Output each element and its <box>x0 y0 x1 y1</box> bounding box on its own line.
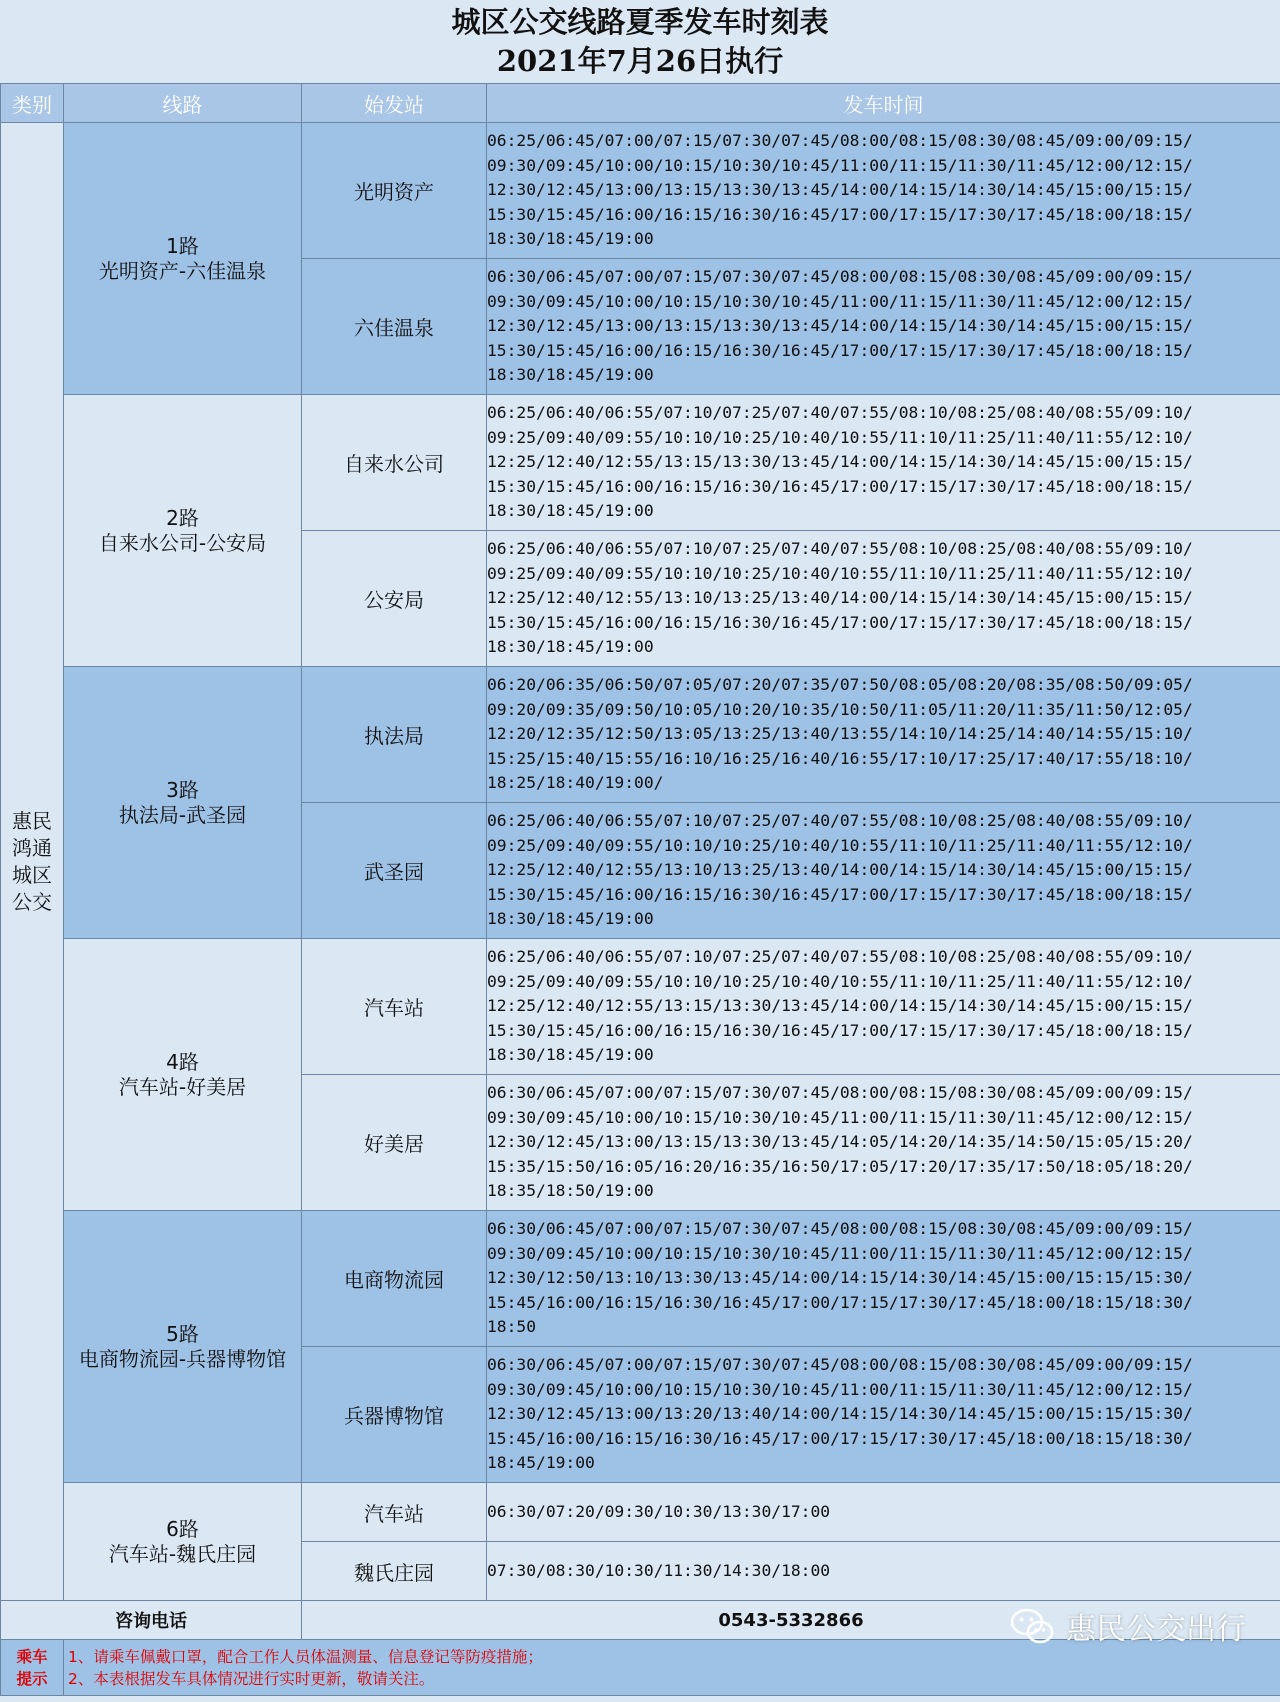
route-number: 1路 <box>166 233 199 258</box>
watermark <box>1010 1604 1246 1648</box>
category-text: 鸿通 <box>12 835 52 860</box>
notice-line: 2、本表根据发车具体情况进行实时更新，敬请关注。 <box>68 1669 435 1688</box>
route-cell-5 <box>64 1211 302 1483</box>
table-row <box>1 123 1280 259</box>
time-line: 09:30/09:45/10:00/10:15/10:30/10:45/11:00/11:15/11:30/11:45/12:00/12:15/ <box>487 155 1193 175</box>
time-line: 12:20/12:35/12:50/13:05/13:25/13:40/13:55/14:10/14:25/14:40/14:55/15:10/ <box>487 724 1193 744</box>
schedule-table <box>0 83 1280 1696</box>
time-line: 09:25/09:40/09:55/10:10/10:25/10:40/10:55/11:10/11:25/11:40/11:55/12:10/ <box>487 835 1193 855</box>
station-cell: 公安局 <box>302 531 487 667</box>
times-cell <box>487 1211 1280 1347</box>
times-cell <box>487 1483 1280 1542</box>
category-text: 城区 <box>12 862 52 887</box>
table-row <box>1 1211 1280 1347</box>
header-category: 类别 <box>1 84 64 123</box>
time-line: 09:20/09:35/09:50/10:05/10:20/10:35/10:50/11:05/11:20/11:35/11:50/12:05/ <box>487 699 1193 719</box>
time-line: 06:25/06:40/06:55/07:10/07:25/07:40/07:55/08:10/08:25/08:40/08:55/09:10/ <box>487 539 1193 559</box>
time-line: 06:25/06:40/06:55/07:10/07:25/07:40/07:55/08:10/08:25/08:40/08:55/09:10/ <box>487 403 1193 423</box>
route-name: 自来水公司-公安局 <box>98 530 267 555</box>
time-line: 06:25/06:40/06:55/07:10/07:25/07:40/07:55/08:10/08:25/08:40/08:55/09:10/ <box>487 947 1193 967</box>
route-number: 4路 <box>166 1049 199 1074</box>
route-number: 2路 <box>166 505 199 530</box>
time-line: 15:30/15:45/16:00/16:15/16:30/16:45/17:00/17:15/17:30/17:45/18:00/18:15/ <box>487 204 1193 224</box>
route-cell-2 <box>64 395 302 667</box>
table-row <box>1 1483 1280 1542</box>
header-depart-time: 发车时间 <box>487 84 1280 123</box>
time-line: 09:30/09:45/10:00/10:15/10:30/10:45/11:00/11:15/11:30/11:45/12:00/12:15/ <box>487 1243 1193 1263</box>
time-line: 09:25/09:40/09:55/10:10/10:25/10:40/10:55/11:10/11:25/11:40/11:55/12:10/ <box>487 427 1193 447</box>
category-cell <box>1 123 64 1601</box>
times-cell <box>487 259 1280 395</box>
category-text: 惠民 <box>12 808 52 833</box>
time-line: 18:30/18:45/19:00 <box>487 637 654 657</box>
header-start-station: 始发站 <box>302 84 487 123</box>
time-line: 06:30/06:45/07:00/07:15/07:30/07:45/08:00/08:15/08:30/08:45/09:00/09:15/ <box>487 1355 1193 1375</box>
station-cell: 执法局 <box>302 667 487 803</box>
times-cell <box>487 667 1280 803</box>
time-line: 06:30/06:45/07:00/07:15/07:30/07:45/08:00/08:15/08:30/08:45/09:00/09:15/ <box>487 1219 1193 1239</box>
route-cell-6 <box>64 1483 302 1601</box>
notice-label <box>1 1640 64 1696</box>
time-line: 18:30/18:45/19:00 <box>487 365 654 385</box>
effective-date: 2021年7月26日执行 <box>496 44 784 78</box>
times-cell <box>487 1075 1280 1211</box>
time-line: 12:30/12:45/13:00/13:15/13:30/13:45/14:05/14:20/14:35/14:50/15:05/15:20/ <box>487 1132 1193 1152</box>
station-cell: 光明资产 <box>302 123 487 259</box>
time-line: 15:30/15:45/16:00/16:15/16:30/16:45/17:00/17:15/17:30/17:45/18:00/18:15/ <box>487 612 1193 632</box>
notice-label-text: 乘车 <box>16 1647 48 1666</box>
time-line: 12:25/12:40/12:55/13:15/13:30/13:45/14:00/14:15/14:30/14:45/15:00/15:15/ <box>487 452 1193 472</box>
station-cell: 六佳温泉 <box>302 259 487 395</box>
times-cell <box>487 531 1280 667</box>
time-line: 07:30/08:30/10:30/11:30/14:30/18:00 <box>487 1560 831 1580</box>
time-line: 15:25/15:40/15:55/16:10/16:25/16:40/16:55/17:10/17:25/17:40/17:55/18:10/ <box>487 748 1193 768</box>
station-cell: 好美居 <box>302 1075 487 1211</box>
time-line: 15:45/16:00/16:15/16:30/16:45/17:00/17:15/17:30/17:45/18:00/18:15/18:30/ <box>487 1292 1193 1312</box>
route-name: 电商物流园-兵器博物馆 <box>78 1346 287 1371</box>
time-line: 18:30/18:45/19:00 <box>487 1045 654 1065</box>
times-cell <box>487 123 1280 259</box>
time-line: 12:30/12:45/13:00/13:15/13:30/13:45/14:00/14:15/14:30/14:45/15:00/15:15/ <box>487 316 1193 336</box>
route-name: 执法局-武圣园 <box>118 802 247 827</box>
station-cell: 魏氏庄园 <box>302 1542 487 1601</box>
notice-line: 1、请乘车佩戴口罩，配合工作人员体温测量、信息登记等防疫措施； <box>68 1647 543 1666</box>
time-line: 18:25/18:40/19:00/ <box>487 773 664 793</box>
table-header-row <box>1 84 1280 123</box>
wechat-icon <box>1010 1607 1054 1645</box>
time-line: 15:30/15:45/16:00/16:15/16:30/16:45/17:00/17:15/17:30/17:45/18:00/18:15/ <box>487 884 1193 904</box>
station-cell: 电商物流园 <box>302 1211 487 1347</box>
time-line: 09:25/09:40/09:55/10:10/10:25/10:40/10:55/11:10/11:25/11:40/11:55/12:10/ <box>487 563 1193 583</box>
route-cell-3 <box>64 667 302 939</box>
station-cell: 兵器博物馆 <box>302 1347 487 1483</box>
station-cell: 自来水公司 <box>302 395 487 531</box>
time-line: 09:30/09:45/10:00/10:15/10:30/10:45/11:00/11:15/11:30/11:45/12:00/12:15/ <box>487 291 1193 311</box>
route-number: 5路 <box>166 1321 199 1346</box>
route-number: 3路 <box>166 777 199 802</box>
time-line: 12:30/12:45/13:00/13:20/13:40/14:00/14:15/14:30/14:45/15:00/15:15/15:30/ <box>487 1404 1193 1424</box>
time-line: 12:30/12:45/13:00/13:15/13:30/13:45/14:00/14:15/14:30/14:45/15:00/15:15/ <box>487 180 1193 200</box>
time-line: 15:45/16:00/16:15/16:30/16:45/17:00/17:15/17:30/17:45/18:00/18:15/18:30/ <box>487 1428 1193 1448</box>
times-cell <box>487 1542 1280 1601</box>
time-line: 06:20/06:35/06:50/07:05/07:20/07:35/07:50/08:05/08:20/08:35/08:50/09:05/ <box>487 675 1193 695</box>
time-line: 06:30/06:45/07:00/07:15/07:30/07:45/08:00/08:15/08:30/08:45/09:00/09:15/ <box>487 1083 1193 1103</box>
route-name: 汽车站-好美居 <box>118 1074 247 1099</box>
table-row <box>1 667 1280 803</box>
time-line: 15:30/15:45/16:00/16:15/16:30/16:45/17:00/17:15/17:30/17:45/18:00/18:15/ <box>487 476 1193 496</box>
station-cell: 汽车站 <box>302 939 487 1075</box>
time-line: 18:45/19:00 <box>487 1453 595 1473</box>
times-cell <box>487 803 1280 939</box>
time-line: 06:25/06:40/06:55/07:10/07:25/07:40/07:55/08:10/08:25/08:40/08:55/09:10/ <box>487 811 1193 831</box>
time-line: 12:25/12:40/12:55/13:15/13:30/13:45/14:00/14:15/14:30/14:45/15:00/15:15/ <box>487 996 1193 1016</box>
page-title: 城区公交线路夏季发车时刻表 <box>451 5 829 39</box>
times-cell <box>487 395 1280 531</box>
timetable-title <box>0 0 1280 83</box>
time-line: 09:30/09:45/10:00/10:15/10:30/10:45/11:00/11:15/11:30/11:45/12:00/12:15/ <box>487 1107 1193 1127</box>
contact-phone: 0543-5332866 <box>302 1601 1280 1640</box>
time-line: 09:25/09:40/09:55/10:10/10:25/10:40/10:55/11:10/11:25/11:40/11:55/12:10/ <box>487 971 1193 991</box>
time-line: 06:25/06:45/07:00/07:15/07:30/07:45/08:00/08:15/08:30/08:45/09:00/09:15/ <box>487 131 1193 151</box>
time-line: 06:30/07:20/09:30/10:30/13:30/17:00 <box>487 1501 831 1521</box>
station-cell: 武圣园 <box>302 803 487 939</box>
contact-label: 咨询电话 <box>1 1601 302 1640</box>
time-line: 15:35/15:50/16:05/16:20/16:35/16:50/17:05/17:20/17:35/17:50/18:05/18:20/ <box>487 1156 1193 1176</box>
table-row <box>1 395 1280 531</box>
route-name: 光明资产-六佳温泉 <box>98 258 267 283</box>
header-route: 线路 <box>64 84 302 123</box>
time-line: 18:30/18:45/19:00 <box>487 909 654 929</box>
time-line: 06:30/06:45/07:00/07:15/07:30/07:45/08:00/08:15/08:30/08:45/09:00/09:15/ <box>487 267 1193 287</box>
route-cell-1 <box>64 123 302 395</box>
notice-label-text: 提示 <box>16 1669 48 1688</box>
time-line: 12:25/12:40/12:55/13:10/13:25/13:40/14:00/14:15/14:30/14:45/15:00/15:15/ <box>487 588 1193 608</box>
time-line: 18:30/18:45/19:00 <box>487 501 654 521</box>
time-line: 09:30/09:45/10:00/10:15/10:30/10:45/11:00/11:15/11:30/11:45/12:00/12:15/ <box>487 1379 1193 1399</box>
times-cell <box>487 1347 1280 1483</box>
watermark-text: 惠民公交出行 <box>1066 1612 1246 1647</box>
route-name: 汽车站-魏氏庄园 <box>108 1541 257 1566</box>
time-line: 12:30/12:50/13:10/13:30/13:45/14:00/14:15/14:30/14:45/15:00/15:15/15:30/ <box>487 1268 1193 1288</box>
route-number: 6路 <box>166 1516 199 1541</box>
time-line: 18:35/18:50/19:00 <box>487 1181 654 1201</box>
time-line: 18:30/18:45/19:00 <box>487 229 654 249</box>
route-cell-4 <box>64 939 302 1211</box>
time-line: 15:30/15:45/16:00/16:15/16:30/16:45/17:00/17:15/17:30/17:45/18:00/18:15/ <box>487 1020 1193 1040</box>
time-line: 12:25/12:40/12:55/13:10/13:25/13:40/14:00/14:15/14:30/14:45/15:00/15:15/ <box>487 860 1193 880</box>
category-text: 公交 <box>12 889 52 914</box>
station-cell: 汽车站 <box>302 1483 487 1542</box>
table-row <box>1 939 1280 1075</box>
time-line: 18:50 <box>487 1317 537 1337</box>
time-line: 15:30/15:45/16:00/16:15/16:30/16:45/17:00/17:15/17:30/17:45/18:00/18:15/ <box>487 340 1193 360</box>
times-cell <box>487 939 1280 1075</box>
